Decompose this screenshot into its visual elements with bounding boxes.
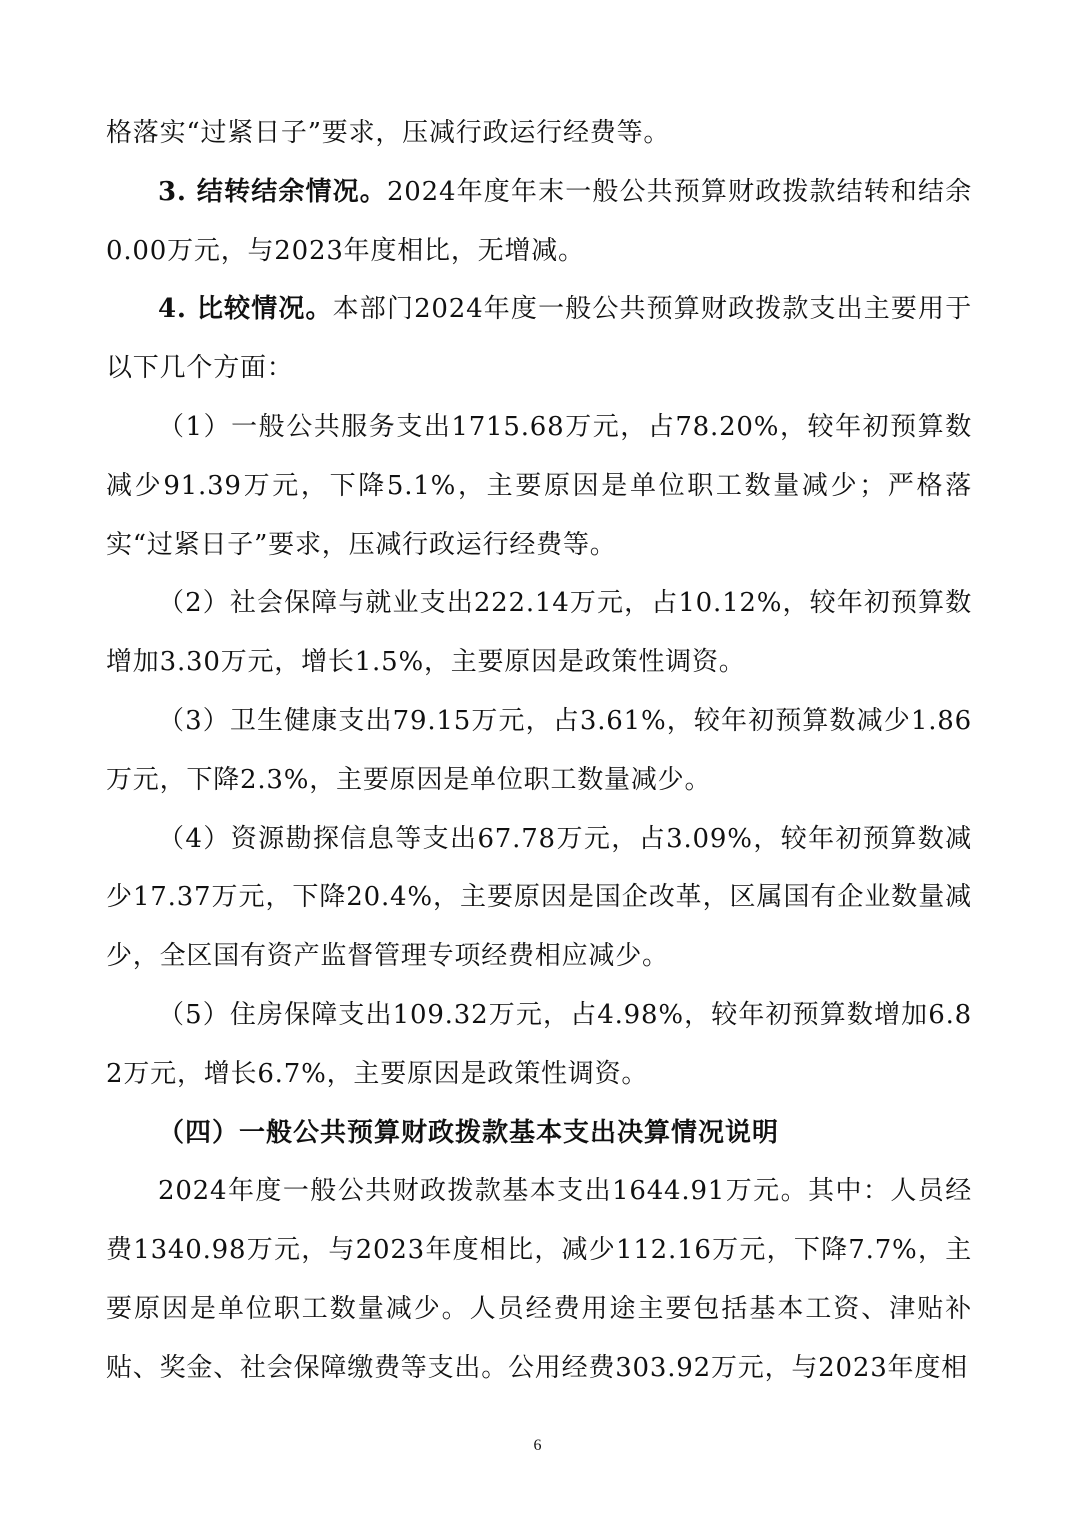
comparison-title: 4. 比较情况。	[158, 294, 333, 325]
paragraph-resource-exploration: （4）资源勘探信息等支出67.78万元，占3.09%，较年初预算数减少17.37万元，下降20.4%，主要原因是国企改革，区属国有企业数量减少，全区国有资产监督管理专项经费相应减少。	[106, 823, 972, 972]
paragraph-carryover-balance	[106, 163, 972, 281]
document-body	[106, 104, 972, 1398]
carryover-body: 2024年度年末一般公共预算财政拨款结转和结余0.00万元，与2023年度相比，无增减。	[106, 176, 972, 266]
carryover-title: 3. 结转结余情况。	[158, 176, 387, 207]
section-heading-basic-expenditure: （四）一般公共预算财政拨款基本支出决算情况说明	[158, 1117, 780, 1148]
paragraph-health: （3）卫生健康支出79.15万元，占3.61%，较年初预算数减少1.86万元，下降2.3%，主要原因是单位职工数量减少。	[106, 705, 972, 795]
paragraph-public-services: （1）一般公共服务支出1715.68万元，占78.20%，较年初预算数减少91.39万元，下降5.1%，主要原因是单位职工数量减少；严格落实“过紧日子”要求，压减行政运行经费等。	[106, 411, 972, 560]
paragraph-social-security: （2）社会保障与就业支出222.14万元，占10.12%，较年初预算数增加3.30万元，增长1.5%，主要原因是政策性调资。	[106, 588, 972, 678]
page-number: 6	[533, 1437, 542, 1454]
paragraph-housing: （5）住房保障支出109.32万元，占4.98%，较年初预算数增加6.82万元，增长6.7%，主要原因是政策性调资。	[106, 999, 972, 1089]
paragraph-basic-expenditure: 2024年度一般公共财政拨款基本支出1644.91万元。其中：人员经费1340.98万元，与2023年度相比，减少112.16万元，下降7.7%，主要原因是单位职工数量减少。人员经费用途主要包括基本工资、津贴补贴、奖金、社会保障缴费等支出。公用经费303.92万元，与2023年度相	[106, 1176, 972, 1383]
comparison-body: 本部门2024年度一般公共预算财政拨款支出主要用于以下几个方面：	[106, 294, 972, 384]
paragraph-comparison	[106, 280, 972, 398]
paragraph-continuation: 格落实“过紧日子”要求，压减行政运行经费等。	[106, 118, 671, 148]
